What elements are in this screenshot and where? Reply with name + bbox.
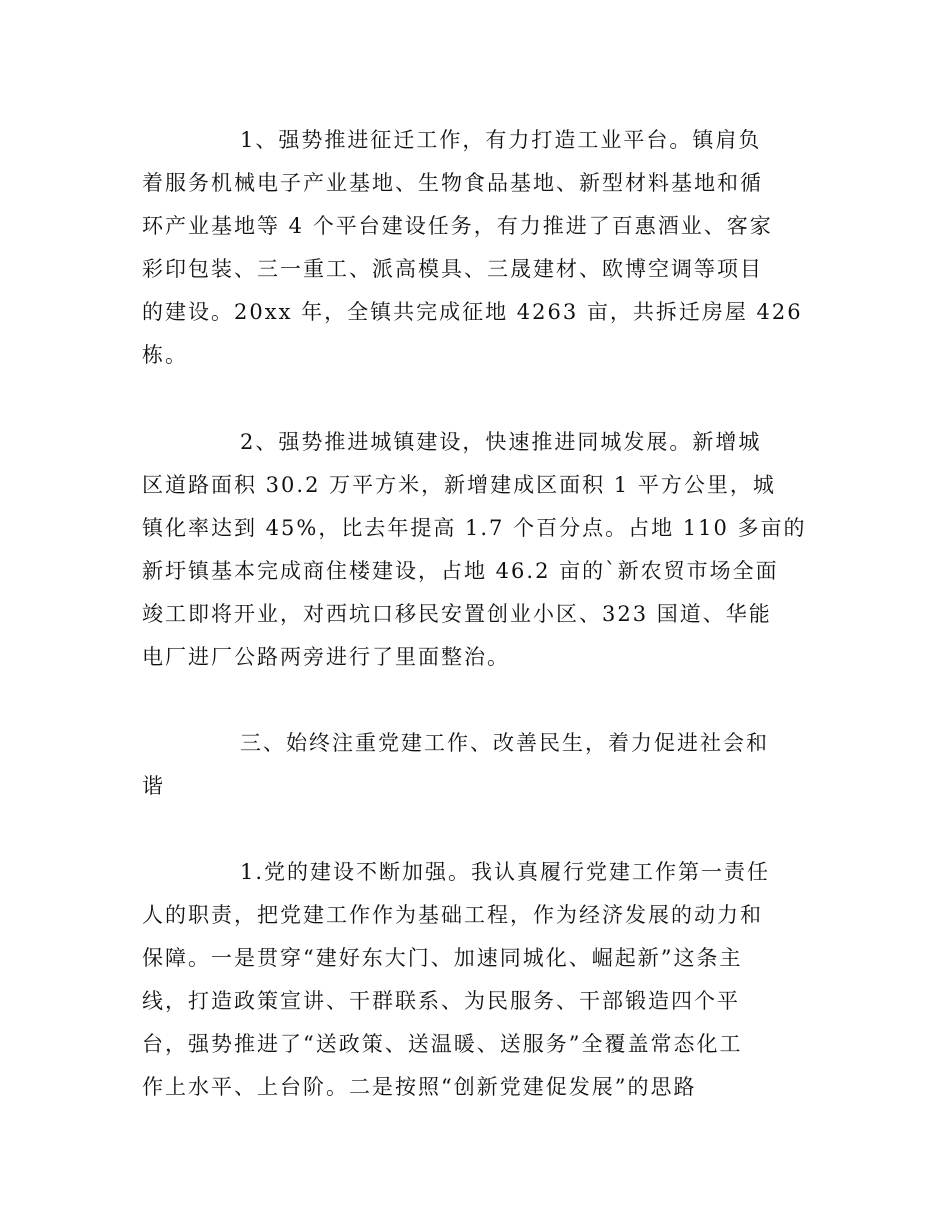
paragraph-line: 镇化率达到 45%，比去年提高 1.7 个百分点。占地 110 多亩的 xyxy=(142,516,807,540)
paragraph-line: 线，打造政策宣讲、干群联系、为民服务、干部锻造四个平 xyxy=(142,989,740,1013)
paragraph-line: 保障。一是贯穿“建好东大门、加速同城化、崛起新”这条主 xyxy=(142,946,743,970)
heading-line: 谐 xyxy=(142,774,165,798)
paragraph-party-development xyxy=(142,851,812,1109)
paragraph-line: 1、强势推进征迁工作，有力打造工业平台。镇肩负 xyxy=(240,128,762,152)
paragraph-line: 彩印包装、三一重工、派高模具、三晟建材、欧博空调等项目 xyxy=(142,257,763,281)
paragraph-town-construction xyxy=(142,421,812,679)
paragraph-line: 人的职责，把党建工作作为基础工程，作为经济发展的动力和 xyxy=(142,903,763,927)
paragraph-line: 2、强势推进城镇建设，快速推进同城发展。新增城 xyxy=(240,430,762,454)
paragraph-line: 台，强势推进了“送政策、送温暖、送服务”全覆盖常态化工 xyxy=(142,1032,743,1056)
heading-line: 三、始终注重党建工作、改善民生，着力促进社会和 xyxy=(240,731,769,755)
paragraph-line: 竣工即将开业，对西坑口移民安置创业小区、323 国道、华能 xyxy=(142,602,772,626)
paragraph-land-acquisition xyxy=(142,119,812,377)
paragraph-line: 栋。 xyxy=(142,343,188,367)
section-heading-party-building xyxy=(142,722,812,808)
paragraph-line: 的建设。20xx 年，全镇共完成征地 4263 亩，共拆迁房屋 426 xyxy=(142,300,803,324)
paragraph-line: 着服务机械电子产业基地、生物食品基地、新型材料基地和循 xyxy=(142,171,763,195)
paragraph-line: 区道路面积 30.2 万平方米，新增建成区面积 1 平方公里，城 xyxy=(142,473,776,497)
paragraph-line: 1.党的建设不断加强。我认真履行党建工作第一责任 xyxy=(240,860,771,884)
paragraph-line: 作上水平、上台阶。二是按照“创新党建促发展”的思路 xyxy=(142,1075,697,1099)
paragraph-line: 电厂进厂公路两旁进行了里面整治。 xyxy=(142,645,510,669)
paragraph-line: 新圩镇基本完成商住楼建设，占地 46.2 亩的`新农贸市场全面 xyxy=(142,559,779,583)
paragraph-line: 环产业基地等 4 个平台建设任务，有力推进了百惠酒业、客家 xyxy=(142,214,773,238)
